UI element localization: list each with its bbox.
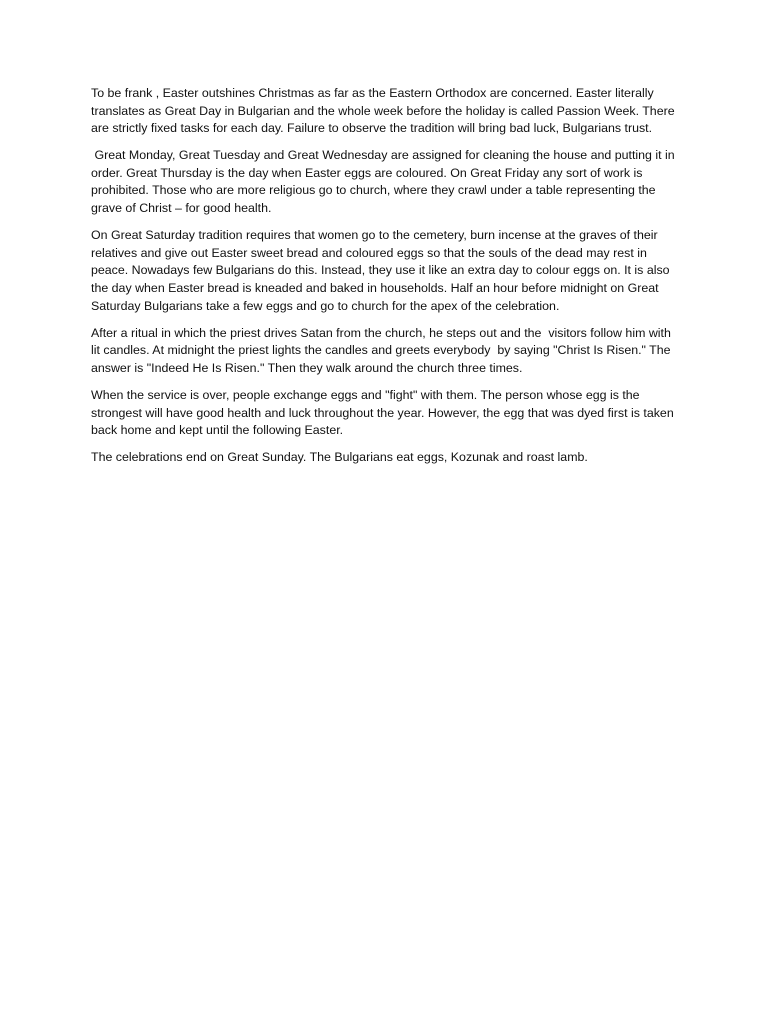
paragraph-midnight-ritual: After a ritual in which the priest drives Satan from the church, he steps out and the visitors follow him with lit candles. At midnight the priest lights the candles and greets everybody by saying "Christ Is Risen." The answer is "Indeed He Is Risen." Then they walk around the church three times. (91, 325, 675, 375)
document-body (91, 85, 681, 476)
paragraph-great-sunday: The celebrations end on Great Sunday. The Bulgarians eat eggs, Kozunak and roast lamb. (91, 450, 588, 465)
paragraph-egg-fight: When the service is over, people exchange eggs and "fight" with them. The person whose egg is the strongest will have good health and luck throughout the year. However, the egg that was dyed first is taken back home and kept until the following Easter. (91, 387, 678, 438)
paragraph-great-monday-to-friday: Great Monday, Great Tuesday and Great Wednesday are assigned for cleaning the house and putting it in order. Great Thursday is the day when Easter eggs are coloured. On Great Friday any sort of work is prohibited. Those who are more religious go to church, where they crawl under a table representing the grave of Christ – for good health. (91, 148, 679, 216)
paragraph-intro: To be frank , Easter outshines Christmas as far as the Eastern Orthodox are concerned. Easter literally translates as Great Day in Bulgarian and the whole week before the holiday is called Passion Week. There are strictly fixed tasks for each day. Failure to observe the tradition will bring bad luck, Bulgarians trust. (91, 86, 679, 136)
paragraph-great-saturday: On Great Saturday tradition requires that women go to the cemetery, burn incense at the graves of their relatives and give out Easter sweet bread and coloured eggs so that the souls of the dead may rest in peace. Nowadays few Bulgarians do this. Instead, they use it like an extra day to colour eggs on. It is also the day when Easter bread is kneaded and baked in households. Half an hour before midnight on Great Saturday Bulgarians take a few eggs and go to church for the apex of the celebration. (91, 228, 674, 313)
